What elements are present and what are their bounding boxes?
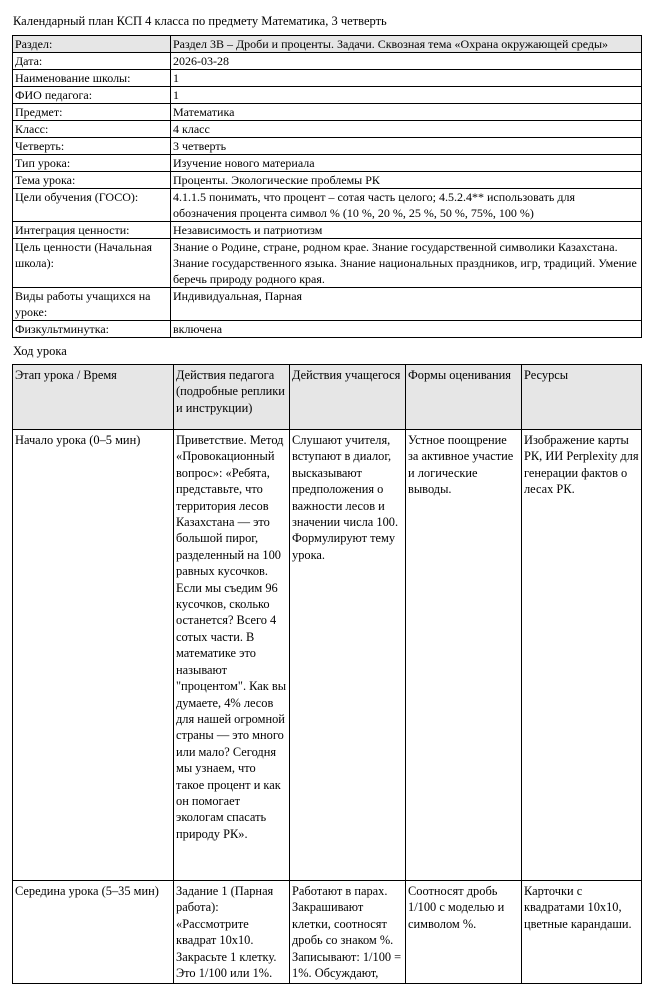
column-header-assessment: Формы оценивания	[406, 365, 522, 430]
resources-cell: Изображение карты РК, ИИ Perplexity для генерации фактов о лесах РК.	[522, 430, 642, 881]
resources-cell: Карточки с квадратами 10x10, цветные карандаши.	[522, 881, 642, 984]
student-actions-cell: Работают в парах. Закрашивают клетки, соотносят дробь со знаком %. Записывают: 1/100 = 1%. Обсуждают,	[290, 881, 406, 984]
column-header-teacher: Действия педагога (подробные реплики и инструкции)	[174, 365, 290, 430]
info-row-value-goal	[13, 239, 642, 288]
info-label: Физкультминутка:	[13, 321, 171, 338]
info-row-physical-break	[13, 321, 642, 338]
info-label: ФИО педагога:	[13, 87, 171, 104]
info-value: 3 четверть	[171, 138, 642, 155]
lesson-info-table	[12, 35, 642, 338]
info-row-learning-goals	[13, 189, 642, 222]
column-header-stage: Этап урока / Время	[13, 365, 174, 430]
info-value: 2026-03-28	[171, 53, 642, 70]
info-row-quarter	[13, 138, 642, 155]
info-value: 4 класс	[171, 121, 642, 138]
info-label: Наименование школы:	[13, 70, 171, 87]
info-value: Проценты. Экологические проблемы РК	[171, 172, 642, 189]
stage-cell: Середина урока (5–35 мин)	[13, 881, 174, 984]
info-row-teacher	[13, 87, 642, 104]
info-row-value-integration	[13, 222, 642, 239]
info-label: Виды работы учащихся на уроке:	[13, 288, 171, 321]
info-label: Четверть:	[13, 138, 171, 155]
info-value: Независимость и патриотизм	[171, 222, 642, 239]
column-header-student: Действия учащегося	[290, 365, 406, 430]
table-row	[13, 430, 642, 881]
info-row-date	[13, 53, 642, 70]
assessment-cell: Устное поощрение за активное участие и логические выводы.	[406, 430, 522, 881]
document-title: Календарный план КСП 4 класса по предмету Математика, 3 четверть	[13, 14, 387, 28]
stage-cell: Начало урока (0–5 мин)	[13, 430, 174, 881]
info-value: включена	[171, 321, 642, 338]
info-label: Интеграция ценности:	[13, 222, 171, 239]
info-value: 4.1.1.5 понимать, что процент – сотая часть целого; 4.5.2.4** использовать для обозначения процента символ % (10 %, 20 %, 25 %, 50 %, 75%, 100 %)	[171, 189, 642, 222]
info-row-work-types	[13, 288, 642, 321]
info-label: Тема урока:	[13, 172, 171, 189]
info-row-grade	[13, 121, 642, 138]
info-row-section	[13, 36, 642, 53]
info-value: Математика	[171, 104, 642, 121]
info-row-lesson-type	[13, 155, 642, 172]
lesson-heading: Ход урока	[13, 344, 67, 358]
student-actions-cell: Слушают учителя, вступают в диалог, высказывают предположения о важности лесов и значении числа 100. Формулируют тему урока.	[290, 430, 406, 881]
assessment-cell: Соотносят дробь 1/100 с моделью и символом %.	[406, 881, 522, 984]
info-label: Предмет:	[13, 104, 171, 121]
info-label: Цель ценности (Начальная школа):	[13, 239, 171, 288]
lesson-flow-table	[12, 364, 642, 984]
info-label: Класс:	[13, 121, 171, 138]
info-row-school	[13, 70, 642, 87]
info-value: 1	[171, 70, 642, 87]
teacher-actions-cell: Задание 1 (Парная работа): «Рассмотрите квадрат 10x10. Закрасьте 1 клетку. Это 1/100 или 1%.	[174, 881, 290, 984]
table-row	[13, 881, 642, 984]
info-value: Индивидуальная, Парная	[171, 288, 642, 321]
lesson-header-row	[13, 365, 642, 430]
info-label: Тип урока:	[13, 155, 171, 172]
info-value: Раздел 3В – Дроби и проценты. Задачи. Сквозная тема «Охрана окружающей среды»	[171, 36, 642, 53]
info-value: Знание о Родине, стране, родном крае. Знание государственной символики Казахстана. Знание государственного языка. Знание национальных праздников, игр, традиций. Умение беречь природу родного края.	[171, 239, 642, 288]
info-value: Изучение нового материала	[171, 155, 642, 172]
info-label: Дата:	[13, 53, 171, 70]
info-label: Цели обучения (ГОСО):	[13, 189, 171, 222]
teacher-actions-cell: Приветствие. Метод «Провокационный вопрос»: «Ребята, представьте, что территория лесов Казахстана — это большой пирог, разделенный на 100 равных кусочков. Если мы съедим 96 кусочков, сколько останется? Всего 4 сотых части. В математике это называют "процентом". Как вы думаете, 4% лесов для нашей огромной страны — это много или мало? Сегодня мы узнаем, что такое процент и как он помогает экологам спасать природу РК».	[174, 430, 290, 881]
info-row-subject	[13, 104, 642, 121]
info-value: 1	[171, 87, 642, 104]
column-header-resources: Ресурсы	[522, 365, 642, 430]
info-label: Раздел:	[13, 36, 171, 53]
info-row-topic	[13, 172, 642, 189]
